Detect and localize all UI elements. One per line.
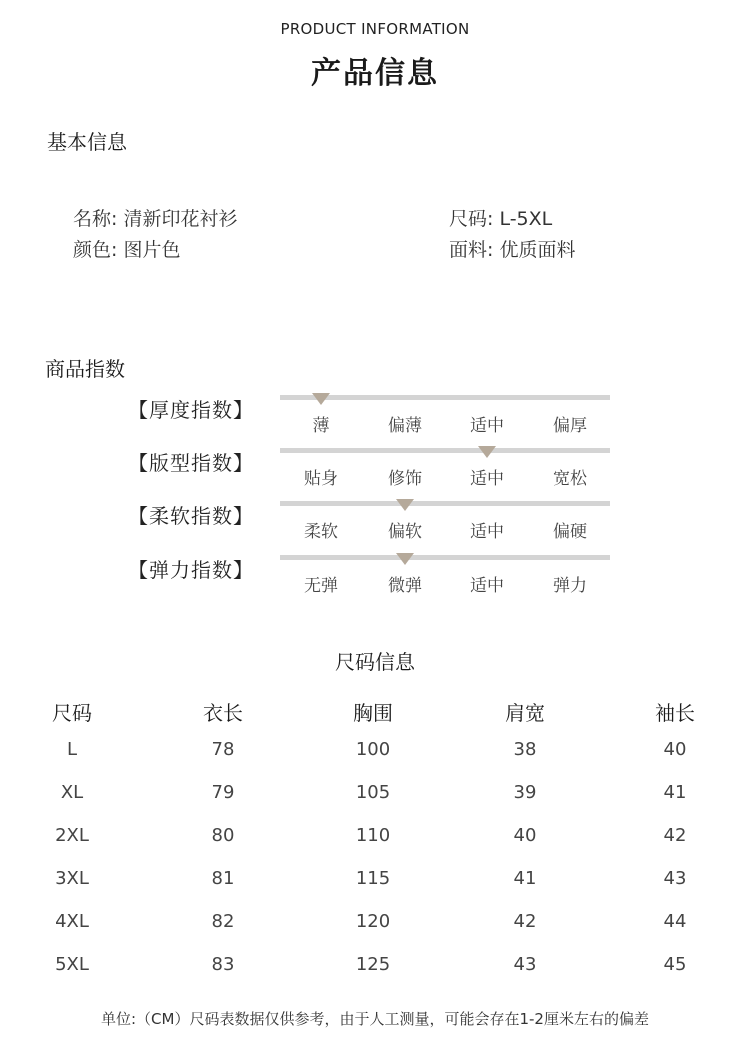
index-marker-icon: [396, 499, 414, 511]
index-level-label: 适中: [470, 469, 504, 489]
index-level-label: 柔软: [304, 522, 338, 542]
index-level-label: 弹力: [553, 576, 587, 596]
index-level-label: 适中: [470, 522, 504, 542]
size-table-header: 袖长: [655, 701, 695, 725]
size-table-cell: 79: [211, 782, 235, 803]
size-table-header: 肩宽: [505, 701, 545, 725]
size-table-cell: 40: [663, 739, 687, 760]
index-level-label: 贴身: [304, 469, 338, 489]
index-marker-icon: [478, 446, 496, 458]
size-table-cell: 83: [211, 954, 235, 975]
size-table-cell: 40: [513, 825, 537, 846]
size-table-header: 衣长: [203, 701, 243, 725]
size-table-cell: 41: [663, 782, 687, 803]
product-size-range: 尺码: L-5XL: [449, 208, 553, 230]
size-table-cell: 5XL: [55, 954, 89, 975]
index-level-label: 适中: [470, 576, 504, 596]
index-level-label: 偏硬: [553, 522, 587, 542]
index-track: [280, 555, 610, 560]
index-label: 【版型指数】: [128, 451, 254, 475]
size-table-cell: L: [66, 739, 78, 760]
measurement-note: 单位:（CM）尺码表数据仅供参考，由于人工测量，可能会存在1-2厘米左右的偏差: [101, 1010, 649, 1028]
index-label: 【柔软指数】: [128, 504, 254, 528]
size-table-cell: 42: [513, 911, 537, 932]
product-name: 名称: 清新印花衬衫: [73, 208, 238, 230]
size-table-cell: XL: [60, 782, 84, 803]
size-table-cell: 3XL: [55, 868, 89, 889]
index-marker-icon: [396, 553, 414, 565]
size-table-cell: 125: [355, 954, 391, 975]
index-level-label: 修饰: [388, 469, 422, 489]
basic-info-title: 基本信息: [47, 130, 127, 154]
size-table-cell: 43: [663, 868, 687, 889]
size-table-header: 尺码: [52, 701, 92, 725]
size-table-cell: 39: [513, 782, 537, 803]
index-track: [280, 448, 610, 453]
index-label: 【厚度指数】: [128, 398, 254, 422]
index-level-label: 偏软: [388, 522, 422, 542]
size-table-cell: 80: [211, 825, 235, 846]
size-table-cell: 81: [211, 868, 235, 889]
page-title: 产品信息: [311, 56, 439, 91]
index-label: 【弹力指数】: [128, 558, 254, 582]
size-table-cell: 45: [663, 954, 687, 975]
size-table-cell: 82: [211, 911, 235, 932]
header-subtitle: PRODUCT INFORMATION: [280, 20, 470, 38]
size-table-cell: 42: [663, 825, 687, 846]
size-table-cell: 115: [355, 868, 391, 889]
size-table-cell: 78: [211, 739, 235, 760]
size-table-cell: 41: [513, 868, 537, 889]
size-chart-title: 尺码信息: [335, 650, 415, 674]
size-table-cell: 38: [513, 739, 537, 760]
size-table-cell: 4XL: [55, 911, 89, 932]
index-level-label: 宽松: [553, 469, 587, 489]
size-table-cell: 43: [513, 954, 537, 975]
index-level-label: 偏薄: [388, 416, 422, 436]
product-fabric: 面料: 优质面料: [449, 239, 576, 261]
size-table-header: 胸围: [353, 701, 393, 725]
index-marker-icon: [312, 393, 330, 405]
product-color: 颜色: 图片色: [73, 239, 181, 261]
index-level-label: 偏厚: [553, 416, 587, 436]
index-level-label: 薄: [312, 416, 330, 436]
index-track: [280, 501, 610, 506]
index-title: 商品指数: [45, 357, 125, 381]
size-table-cell: 120: [355, 911, 391, 932]
index-level-label: 微弹: [388, 576, 422, 596]
size-table-cell: 105: [355, 782, 391, 803]
size-table-cell: 2XL: [55, 825, 89, 846]
size-table-cell: 100: [355, 739, 391, 760]
index-level-label: 无弹: [304, 576, 338, 596]
size-table-cell: 44: [663, 911, 687, 932]
index-level-label: 适中: [470, 416, 504, 436]
size-table-cell: 110: [355, 825, 391, 846]
